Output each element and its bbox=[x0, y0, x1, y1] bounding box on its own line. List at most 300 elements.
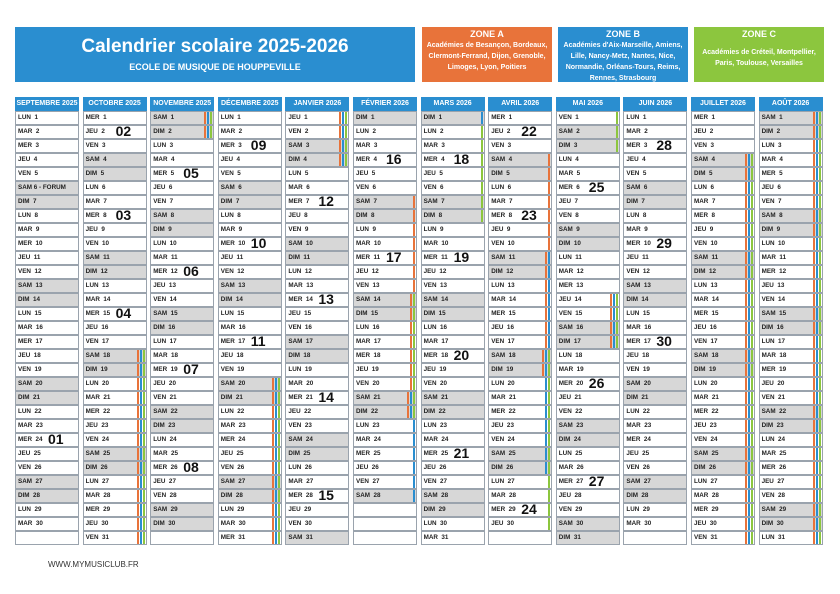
zone-a-holiday-bar bbox=[745, 336, 747, 348]
zone-c-box bbox=[694, 27, 824, 82]
day-label: SAM 7 bbox=[356, 198, 377, 206]
day-cell bbox=[488, 447, 552, 461]
day-label: MAR 30 bbox=[626, 519, 652, 527]
zone-a-holiday-bar bbox=[204, 126, 206, 138]
holiday-bars bbox=[410, 322, 415, 334]
day-label: JEU 2 bbox=[694, 128, 714, 136]
day-label: SAM 2 bbox=[558, 128, 580, 136]
zone-a-holiday-bar bbox=[813, 252, 815, 264]
day-cell bbox=[83, 139, 147, 153]
day-cell bbox=[285, 195, 349, 209]
zone-c-holiday-bar bbox=[278, 420, 280, 432]
zone-b-holiday-bar bbox=[545, 378, 547, 390]
day-cell bbox=[421, 531, 485, 545]
zone-c-holiday-bar bbox=[819, 476, 821, 488]
day-cell bbox=[759, 125, 823, 139]
day-cell bbox=[556, 167, 620, 181]
zone-a-holiday-bar bbox=[745, 322, 747, 334]
day-label: SAM 28 bbox=[356, 491, 381, 499]
day-label: VEN 3 bbox=[491, 142, 512, 150]
day-cell bbox=[759, 167, 823, 181]
day-label: SAM 25 bbox=[85, 449, 111, 457]
holiday-bars bbox=[542, 364, 550, 376]
day-cell bbox=[353, 195, 417, 209]
day-label: MER 25 bbox=[356, 449, 381, 457]
day-cell bbox=[421, 461, 485, 475]
day-cell bbox=[623, 195, 687, 209]
day-label: SAM 30 bbox=[558, 519, 584, 527]
day-cell bbox=[353, 251, 417, 265]
day-label: SAM 20 bbox=[626, 380, 651, 387]
day-cell bbox=[691, 279, 755, 293]
holiday-bars bbox=[745, 336, 753, 348]
day-label: SAM 16 bbox=[558, 324, 584, 332]
day-cell bbox=[759, 349, 823, 363]
zone-c-holiday-bar bbox=[143, 448, 145, 460]
zone-b-holiday-bar bbox=[140, 504, 142, 516]
zone-c-holiday-bar bbox=[143, 420, 145, 432]
day-label: JEU 1 bbox=[288, 114, 308, 122]
day-cell bbox=[556, 433, 620, 447]
day-cell bbox=[285, 419, 349, 433]
holiday-bars bbox=[413, 462, 415, 474]
day-cell bbox=[421, 181, 485, 195]
zone-c-holiday-bar bbox=[751, 392, 753, 404]
zone-b-holiday-bar bbox=[816, 280, 818, 292]
zone-a-holiday-bar bbox=[745, 434, 747, 446]
day-cell bbox=[623, 265, 687, 279]
day-label: DIM 16 bbox=[761, 324, 784, 332]
day-label: VEN 6 bbox=[356, 184, 376, 192]
day-cell bbox=[353, 377, 417, 391]
holiday-bars bbox=[813, 364, 821, 376]
day-label: JEU 19 bbox=[356, 366, 379, 374]
day-label: DIM 24 bbox=[558, 435, 581, 443]
day-cell bbox=[285, 237, 349, 251]
zone-a-holiday-bar bbox=[548, 210, 550, 222]
day-cell bbox=[353, 391, 417, 405]
month-header: JUIN 2026 bbox=[623, 97, 687, 111]
zone-c-holiday-bar bbox=[278, 532, 280, 544]
holiday-bars bbox=[137, 392, 145, 404]
day-label: MAR 17 bbox=[356, 338, 381, 346]
day-label: LUN 27 bbox=[694, 477, 718, 485]
day-label: JEU 18 bbox=[626, 352, 650, 360]
zone-b-holiday-bar bbox=[613, 336, 615, 348]
zone-b-holiday-bar bbox=[275, 448, 277, 460]
day-cell bbox=[218, 153, 282, 167]
day-cell bbox=[83, 195, 147, 209]
holiday-bars bbox=[813, 462, 821, 474]
day-label: VEN 30 bbox=[288, 519, 312, 527]
zone-a-holiday-bar bbox=[339, 112, 341, 124]
zone-a-holiday-bar bbox=[813, 280, 815, 292]
day-label: SAM 23 bbox=[558, 421, 584, 429]
zone-a-holiday-bar bbox=[745, 266, 747, 278]
zone-a-holiday-bar bbox=[745, 168, 747, 180]
zone-b-holiday-bar bbox=[748, 154, 750, 166]
day-cell bbox=[691, 293, 755, 307]
day-cell bbox=[353, 139, 417, 153]
holiday-bars bbox=[413, 210, 415, 222]
week-number: 08 bbox=[183, 458, 199, 475]
week-number: 03 bbox=[115, 207, 132, 224]
zone-a-holiday-bar bbox=[745, 224, 747, 236]
zone-a-holiday-bar bbox=[745, 448, 747, 460]
month-column bbox=[691, 97, 755, 545]
day-label: VEN 20 bbox=[423, 380, 448, 387]
holiday-bars bbox=[545, 252, 550, 264]
day-cell bbox=[759, 111, 823, 125]
zone-a-holiday-bar bbox=[137, 350, 139, 362]
day-label: LUN 5 bbox=[288, 170, 309, 178]
day-label: SAM 24 bbox=[288, 435, 313, 443]
zone-a-holiday-bar bbox=[137, 490, 139, 502]
day-label: LUN 19 bbox=[288, 366, 312, 374]
day-label: DIM 9 bbox=[153, 226, 172, 234]
holiday-bars bbox=[481, 210, 483, 222]
day-label: LUN 2 bbox=[423, 128, 444, 136]
holiday-bars bbox=[745, 238, 753, 250]
zone-c-holiday-bar bbox=[751, 378, 753, 390]
holiday-bars bbox=[542, 350, 550, 362]
day-label: MER 4 bbox=[423, 156, 445, 164]
zone-c-holiday-bar bbox=[278, 518, 280, 530]
holiday-bars bbox=[410, 350, 415, 362]
empty-cell bbox=[353, 517, 417, 531]
day-cell bbox=[150, 503, 214, 517]
day-cell bbox=[691, 461, 755, 475]
day-label: MAR 17 bbox=[423, 338, 449, 346]
zone-b-holiday-bar bbox=[816, 196, 818, 208]
holiday-bars bbox=[548, 224, 550, 236]
day-label: SAM 31 bbox=[288, 533, 313, 541]
zone-b-holiday-bar bbox=[275, 462, 277, 474]
zone-b-holiday-bar bbox=[548, 294, 550, 306]
day-cell bbox=[15, 195, 79, 209]
day-cell bbox=[488, 321, 552, 335]
holiday-bars bbox=[545, 308, 550, 320]
day-cell bbox=[623, 349, 687, 363]
zone-a-title: ZONE A bbox=[470, 29, 504, 39]
day-label: SAM 25 bbox=[491, 449, 516, 457]
day-cell bbox=[691, 363, 755, 377]
day-cell bbox=[691, 475, 755, 489]
week-number: 07 bbox=[183, 361, 199, 378]
zone-c-holiday-bar bbox=[751, 280, 753, 292]
empty-cell bbox=[150, 531, 214, 545]
zone-c-holiday-bar bbox=[278, 476, 280, 488]
day-label: SAM 14 bbox=[423, 296, 449, 304]
zone-b-holiday-bar bbox=[207, 126, 209, 138]
day-label: DIM 2 bbox=[153, 128, 172, 136]
day-cell bbox=[421, 517, 485, 531]
holiday-bars bbox=[545, 280, 550, 292]
day-label: LUN 9 bbox=[423, 226, 444, 234]
day-cell bbox=[218, 125, 282, 139]
day-label: MER 17 bbox=[220, 338, 246, 346]
day-cell bbox=[218, 419, 282, 433]
holiday-bars bbox=[407, 392, 415, 404]
zone-c-holiday-bar bbox=[143, 378, 145, 390]
day-cell bbox=[556, 279, 620, 293]
day-cell bbox=[15, 391, 79, 405]
zone-b-holiday-bar bbox=[816, 462, 818, 474]
day-label: MAR 10 bbox=[423, 240, 449, 248]
day-cell bbox=[691, 503, 755, 517]
day-cell bbox=[488, 433, 552, 447]
day-cell bbox=[83, 489, 147, 503]
week-number: 30 bbox=[656, 333, 672, 350]
holiday-bars bbox=[545, 420, 550, 432]
day-label: VEN 17 bbox=[85, 338, 110, 346]
day-cell bbox=[623, 447, 687, 461]
day-cell bbox=[218, 363, 282, 377]
day-label: DIM 11 bbox=[288, 254, 311, 262]
zone-c-holiday-bar bbox=[751, 462, 753, 474]
day-label: VEN 24 bbox=[85, 435, 110, 443]
zone-a-holiday-bar bbox=[545, 322, 547, 334]
zone-c-holiday-bar bbox=[819, 434, 821, 446]
day-cell bbox=[488, 111, 552, 125]
day-label: MER 29 bbox=[491, 505, 516, 513]
holiday-bars bbox=[545, 336, 550, 348]
day-cell bbox=[623, 517, 687, 531]
day-label: MER 10 bbox=[626, 240, 651, 248]
zone-b-holiday-bar bbox=[413, 420, 415, 432]
day-cell bbox=[691, 153, 755, 167]
day-cell bbox=[218, 489, 282, 503]
day-label: JEU 25 bbox=[626, 449, 650, 457]
holiday-bars bbox=[813, 350, 821, 362]
zone-c-holiday-bar bbox=[616, 140, 618, 152]
zone-b-holiday-bar bbox=[816, 392, 818, 404]
month-header: DÉCEMBRE 2025 bbox=[218, 97, 282, 111]
zone-c-holiday-bar bbox=[751, 448, 753, 460]
day-cell bbox=[285, 111, 349, 125]
zone-a-holiday-bar bbox=[813, 322, 815, 334]
holiday-bars bbox=[410, 294, 415, 306]
day-label: MER 5 bbox=[153, 170, 175, 178]
zone-a-holiday-bar bbox=[813, 406, 815, 418]
zone-c-holiday-bar bbox=[413, 406, 415, 418]
day-label: JEU 26 bbox=[423, 463, 447, 471]
zone-b-holiday-bar bbox=[816, 378, 818, 390]
zone-a-holiday-bar bbox=[745, 294, 747, 306]
day-label: VEN 14 bbox=[153, 296, 177, 304]
zone-a-holiday-bar bbox=[272, 462, 274, 474]
day-cell bbox=[488, 307, 552, 321]
day-cell bbox=[218, 265, 282, 279]
zone-c-holiday-bar bbox=[548, 448, 550, 460]
day-label: LUN 20 bbox=[491, 380, 515, 387]
zone-b-holiday-bar bbox=[816, 476, 818, 488]
day-label: MAR 3 bbox=[356, 142, 378, 150]
holiday-bars bbox=[745, 182, 753, 194]
holiday-bars bbox=[545, 448, 550, 460]
day-label: MAR 9 bbox=[18, 226, 40, 234]
day-label: SAM 8 bbox=[761, 212, 783, 220]
month-column bbox=[488, 97, 552, 545]
day-cell bbox=[218, 321, 282, 335]
zone-c-holiday-bar bbox=[548, 364, 550, 376]
day-label: VEN 3 bbox=[694, 142, 714, 150]
zone-b-holiday-bar bbox=[545, 392, 547, 404]
day-cell bbox=[488, 153, 552, 167]
zone-c-holiday-bar bbox=[819, 336, 821, 348]
week-number: 12 bbox=[318, 193, 334, 210]
day-label: MER 12 bbox=[153, 268, 178, 276]
holiday-bars bbox=[545, 406, 550, 418]
zone-b-holiday-bar bbox=[413, 490, 415, 502]
zone-b-holiday-bar bbox=[342, 126, 344, 138]
zone-c-holiday-bar bbox=[819, 224, 821, 236]
day-cell bbox=[15, 265, 79, 279]
zone-b-holiday-bar bbox=[748, 224, 750, 236]
zone-b-holiday-bar bbox=[140, 462, 142, 474]
week-number: 26 bbox=[588, 375, 605, 391]
day-cell bbox=[421, 405, 485, 419]
zone-c-holiday-bar bbox=[751, 210, 753, 222]
day-cell bbox=[759, 489, 823, 503]
zone-b-holiday-bar bbox=[816, 322, 818, 334]
day-label: JEU 23 bbox=[491, 421, 514, 429]
zone-a-holiday-bar bbox=[272, 420, 274, 432]
day-cell bbox=[691, 517, 755, 531]
holiday-bars bbox=[610, 322, 618, 334]
holiday-bars bbox=[272, 462, 280, 474]
day-label: MAR 13 bbox=[288, 282, 314, 290]
holiday-bars bbox=[745, 364, 753, 376]
day-label: JEU 20 bbox=[761, 380, 785, 387]
zone-b-holiday-bar bbox=[748, 392, 750, 404]
zone-b-holiday-bar bbox=[816, 532, 818, 544]
day-label: LUN 6 bbox=[694, 184, 714, 192]
day-cell bbox=[556, 517, 620, 531]
day-label: MER 18 bbox=[356, 352, 381, 360]
holiday-bars bbox=[137, 378, 145, 390]
day-cell bbox=[150, 153, 214, 167]
zone-c-holiday-bar bbox=[819, 448, 821, 460]
holiday-bars bbox=[339, 140, 347, 152]
day-cell bbox=[556, 195, 620, 209]
day-cell bbox=[83, 251, 147, 265]
zone-b-holiday-bar bbox=[545, 420, 547, 432]
day-label: DIM 1 bbox=[423, 114, 443, 122]
day-label: MAR 18 bbox=[761, 352, 787, 360]
day-label: MAR 16 bbox=[626, 324, 652, 332]
day-cell bbox=[83, 517, 147, 531]
day-cell bbox=[83, 363, 147, 377]
day-label: JEU 22 bbox=[288, 407, 312, 415]
week-number: 19 bbox=[453, 249, 470, 266]
day-label: SAM 11 bbox=[694, 254, 719, 262]
zone-c-holiday-bar bbox=[143, 406, 145, 418]
day-cell bbox=[285, 265, 349, 279]
day-label: DIM 1 bbox=[356, 114, 375, 122]
day-cell bbox=[285, 279, 349, 293]
day-cell bbox=[218, 167, 282, 181]
day-label: MER 26 bbox=[153, 463, 178, 471]
day-label: SAM 8 bbox=[153, 212, 175, 220]
zone-a-holiday-bar bbox=[413, 280, 415, 292]
holiday-bars bbox=[339, 112, 347, 124]
zone-a-holiday-bar bbox=[137, 504, 139, 516]
day-cell bbox=[150, 419, 214, 433]
day-cell bbox=[15, 363, 79, 377]
day-label: JEU 18 bbox=[220, 352, 244, 360]
day-label: MAR 21 bbox=[85, 393, 111, 401]
day-cell bbox=[353, 433, 417, 447]
day-label: MER 12 bbox=[761, 268, 787, 276]
holiday-bars bbox=[813, 518, 821, 530]
zone-a-holiday-bar bbox=[542, 350, 544, 362]
day-cell bbox=[691, 251, 755, 265]
day-cell bbox=[759, 139, 823, 153]
zone-c-holiday-bar bbox=[278, 490, 280, 502]
day-label: DIM 21 bbox=[18, 393, 41, 401]
day-label: SAM 25 bbox=[694, 449, 719, 457]
holiday-bars bbox=[813, 378, 821, 390]
day-label: MER 1 bbox=[694, 114, 715, 122]
zone-b-holiday-bar bbox=[816, 266, 818, 278]
day-cell bbox=[15, 335, 79, 349]
holiday-bars bbox=[745, 476, 753, 488]
day-label: SAM 11 bbox=[85, 254, 110, 262]
day-cell bbox=[421, 223, 485, 237]
day-cell bbox=[556, 405, 620, 419]
day-label: MER 25 bbox=[423, 449, 449, 457]
day-cell bbox=[285, 517, 349, 531]
day-cell bbox=[623, 125, 687, 139]
day-label: LUN 15 bbox=[220, 310, 245, 318]
holiday-bars bbox=[413, 266, 415, 278]
holiday-bars bbox=[413, 420, 415, 432]
zone-a-holiday-bar bbox=[413, 266, 415, 278]
day-cell bbox=[150, 349, 214, 363]
day-label: SAM 29 bbox=[153, 505, 178, 513]
day-label: LUN 20 bbox=[85, 380, 110, 387]
day-cell bbox=[759, 223, 823, 237]
day-cell bbox=[759, 265, 823, 279]
title-block bbox=[15, 27, 415, 82]
holiday-bars bbox=[745, 350, 753, 362]
day-label: SAM 6 bbox=[220, 184, 242, 192]
holiday-bars bbox=[813, 224, 821, 236]
day-label: DIM 22 bbox=[423, 407, 446, 415]
day-cell bbox=[421, 433, 485, 447]
day-cell bbox=[353, 349, 417, 363]
day-label: LUN 15 bbox=[626, 310, 650, 318]
day-label: SAM 15 bbox=[153, 310, 178, 318]
zone-a-holiday-bar bbox=[813, 364, 815, 376]
zone-c-holiday-bar bbox=[413, 308, 415, 320]
day-label: DIM 5 bbox=[491, 170, 510, 178]
day-cell bbox=[83, 461, 147, 475]
day-label: JEU 11 bbox=[626, 254, 649, 262]
day-cell bbox=[488, 181, 552, 195]
holiday-bars bbox=[548, 182, 550, 194]
zone-c-holiday-bar bbox=[481, 140, 483, 152]
holiday-bars bbox=[413, 476, 415, 488]
day-label: MAR 7 bbox=[85, 198, 107, 206]
holiday-bars bbox=[813, 322, 821, 334]
holiday-bars bbox=[137, 420, 145, 432]
zone-b-holiday-bar bbox=[548, 280, 550, 292]
day-label: MER 18 bbox=[423, 352, 449, 360]
zone-a-holiday-bar bbox=[813, 126, 815, 138]
day-label: MAR 11 bbox=[153, 254, 178, 262]
